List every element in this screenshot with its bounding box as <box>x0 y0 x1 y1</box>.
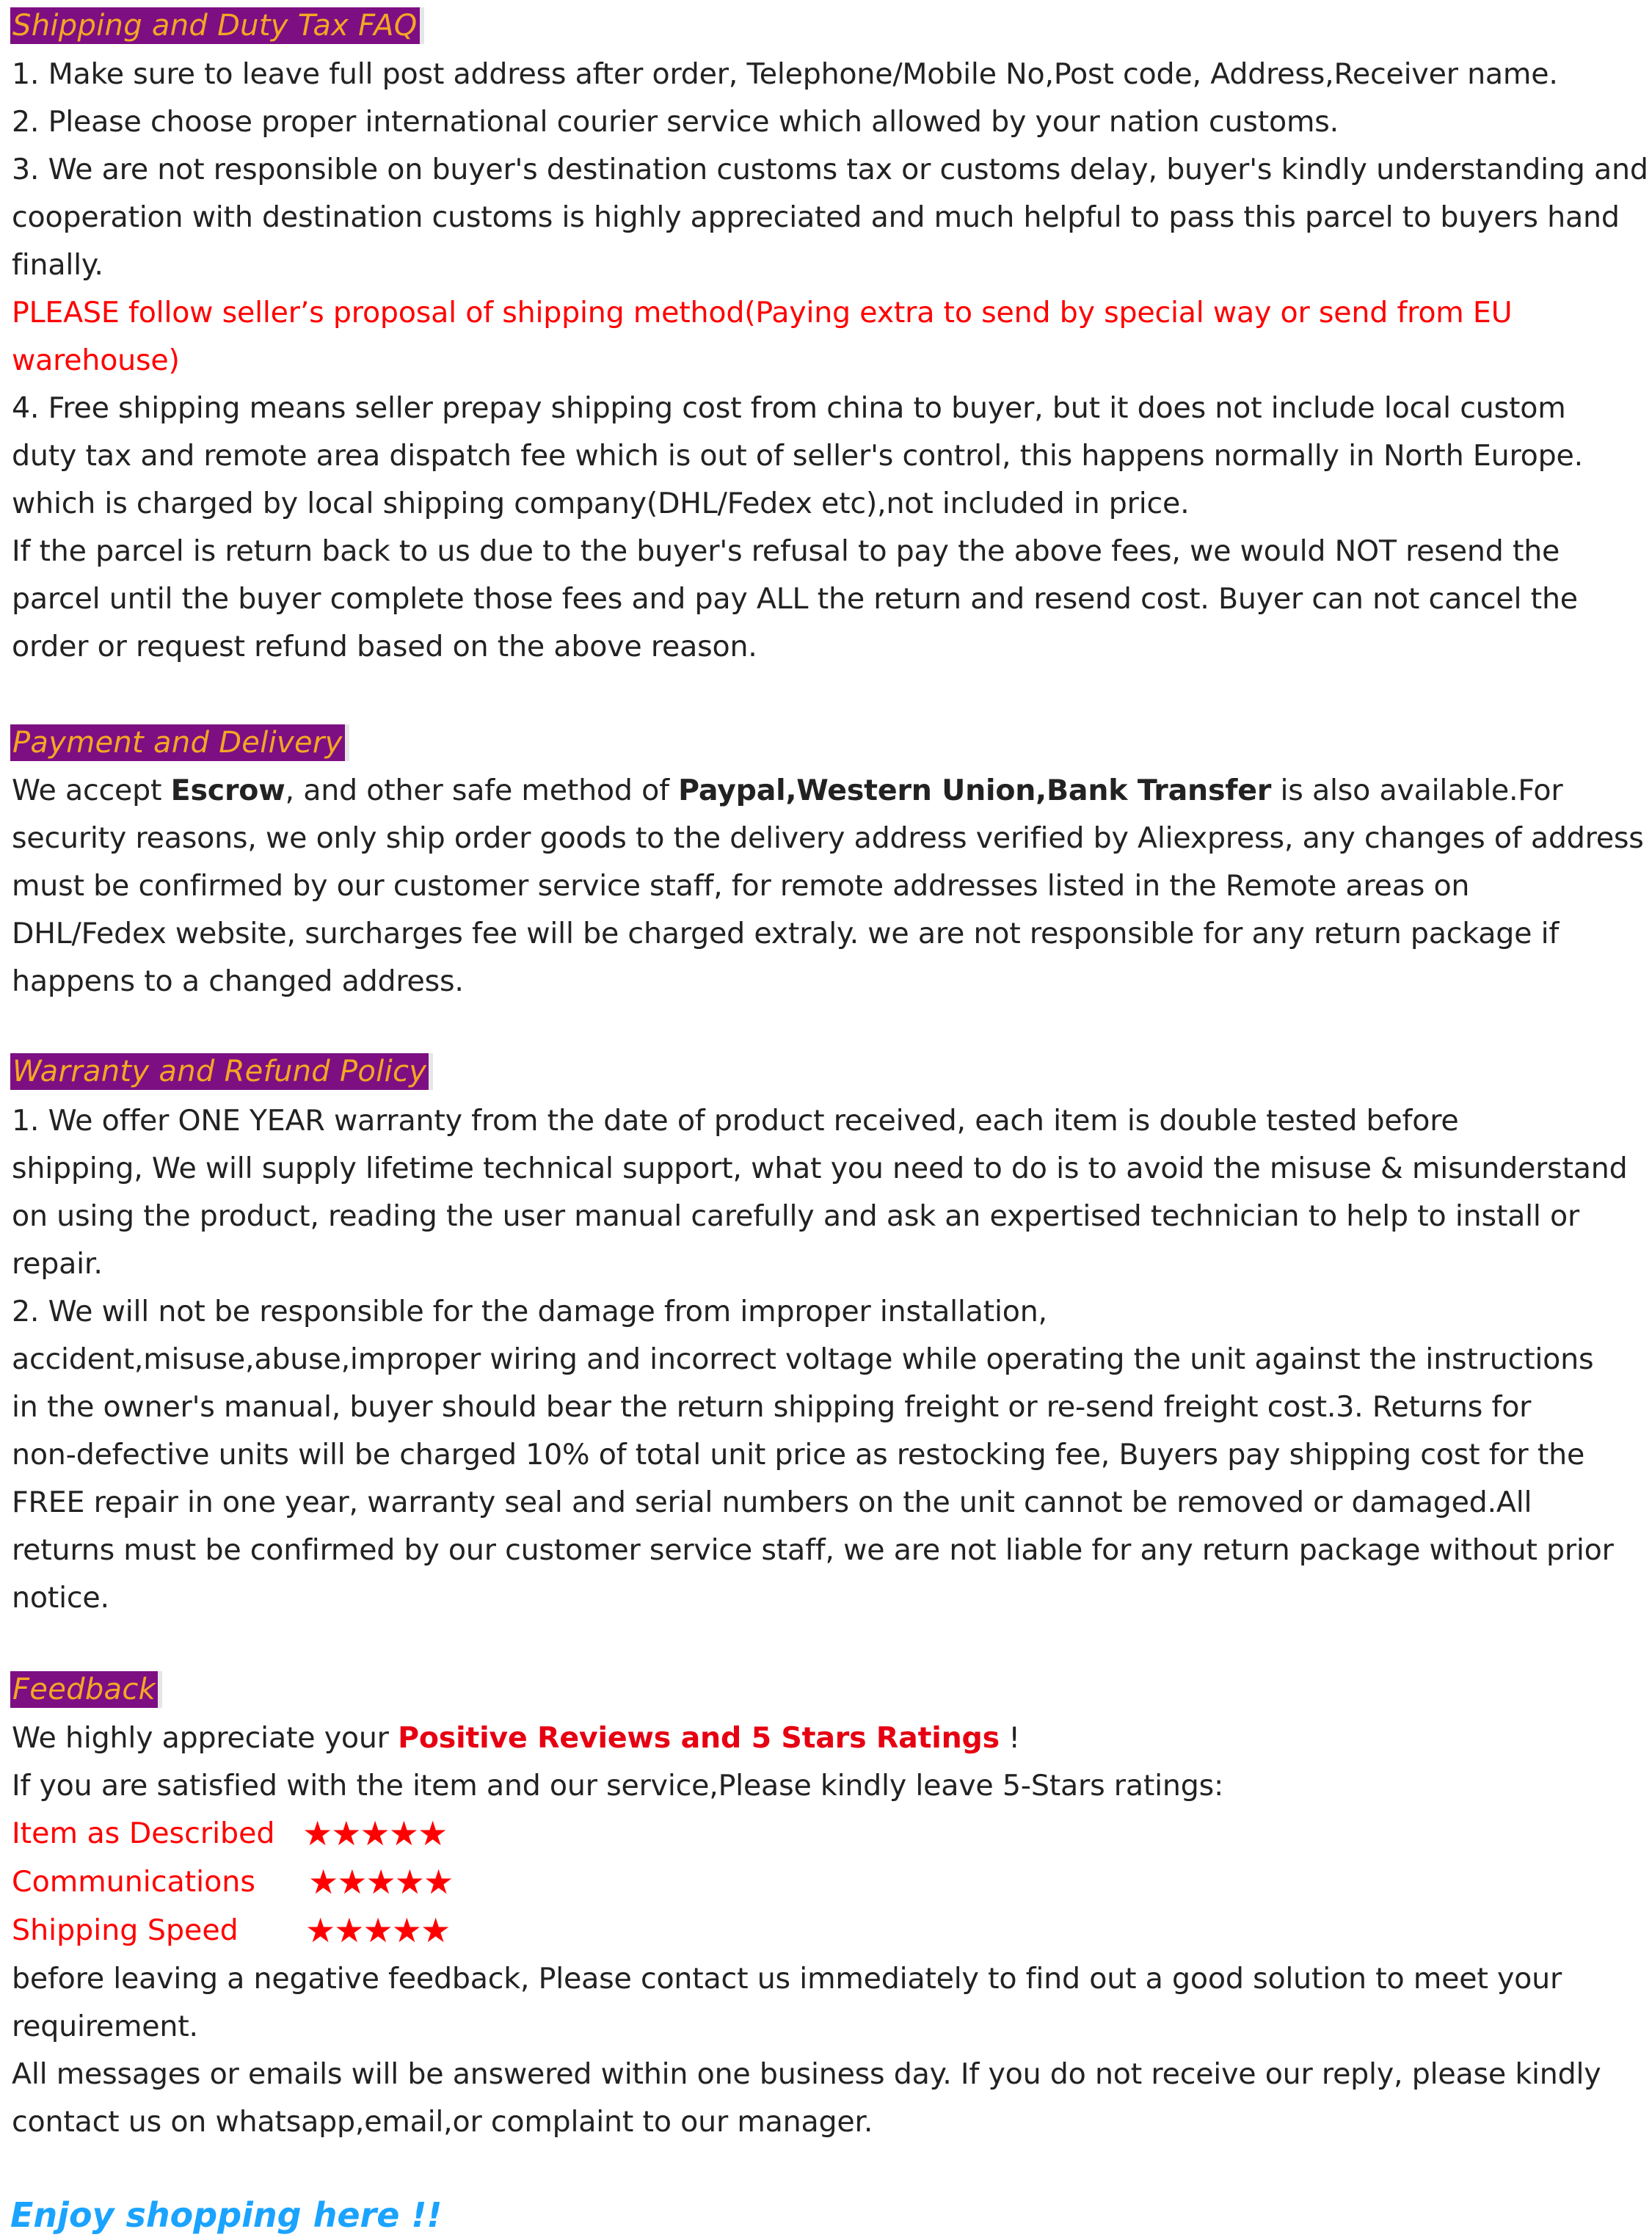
warranty-line-1: 1. We offer ONE YEAR warranty from the date of product received, each item is double tested before <box>12 1104 1459 1138</box>
shipping-notice-1: PLEASE follow seller’s proposal of shipping method(Paying extra to send by special way or send from EU <box>12 296 1513 330</box>
closing-message: Enjoy shopping here !! <box>10 2195 443 2235</box>
shipping-line-9: If the parcel is return back to us due to the buyer's refusal to pay the above fees, we would NOT resend the <box>12 534 1560 568</box>
feedback-line-1 <box>12 1720 1020 1756</box>
shipping-heading: Shipping and Duty Tax FAQ <box>10 7 420 44</box>
shipping-line-11: order or request refund based on the above reason. <box>12 630 757 663</box>
rating-stars-communications: ★★★★★ <box>308 1862 453 1902</box>
shipping-line-3: 3. We are not responsible on buyer's destination customs tax or customs delay, buyer's kindly understanding and <box>12 153 1648 186</box>
shipping-line-6: 4. Free shipping means seller prepay shipping cost from china to buyer, but it does not include local custom <box>12 391 1566 425</box>
shipping-line-10: parcel until the buyer complete those fees and pay ALL the return and resend cost. Buyer can not cancel the <box>12 582 1578 616</box>
payment-line-3: must be confirmed by our customer service staff, for remote addresses listed in the Remote areas on <box>12 869 1470 903</box>
feedback-line-2: If you are satisfied with the item and our service,Please kindly leave 5-Stars ratings: <box>12 1769 1224 1803</box>
feedback-line-5: All messages or emails will be answered within one business day. If you do not receive our reply, please kindly <box>12 2057 1601 2091</box>
feedback-line-6: contact us on whatsapp,email,or complaint to our manager. <box>12 2105 873 2139</box>
warranty-line-8: non-defective units will be charged 10% of total unit price as restocking fee, Buyers pay shipping cost for the <box>12 1438 1585 1472</box>
warranty-line-7: in the owner's manual, buyer should bear the return shipping freight or re-send freight cost.3. Returns for <box>12 1390 1532 1424</box>
shipping-notice-2: warehouse) <box>12 343 180 377</box>
feedback-line-3: before leaving a negative feedback, Please contact us immediately to find out a good solution to meet your <box>12 1962 1562 1996</box>
warranty-line-5: 2. We will not be responsible for the damage from improper installation, <box>12 1295 1047 1328</box>
feedback-text-b: ! <box>999 1721 1020 1755</box>
warranty-line-3: on using the product, reading the user manual carefully and ask an expertised technician to help to install or <box>12 1199 1580 1233</box>
warranty-line-10: returns must be confirmed by our customer service staff, we are not liable for any return package without prior <box>12 1533 1614 1567</box>
feedback-line-4: requirement. <box>12 2010 198 2043</box>
rating-label-communications: Communications <box>12 1865 255 1899</box>
rating-label-item: Item as Described <box>12 1817 275 1850</box>
payment-line-1 <box>12 773 1562 808</box>
feedback-text-a: We highly appreciate your <box>12 1721 399 1755</box>
shipping-line-2: 2. Please choose proper international courier service which allowed by your nation customs. <box>12 105 1339 139</box>
payment-text-b: , and other safe method of <box>285 774 679 807</box>
warranty-line-2: shipping, We will supply lifetime technical support, what you need to do is to avoid the misuse & misunderstand <box>12 1152 1628 1185</box>
payment-text-c: is also available.For <box>1271 774 1563 807</box>
shipping-line-5: finally. <box>12 248 103 282</box>
shipping-line-4: cooperation with destination customs is highly appreciated and much helpful to pass this parcel to buyers hand <box>12 200 1620 234</box>
rating-stars-shipping: ★★★★★ <box>305 1910 450 1950</box>
rating-stars-item: ★★★★★ <box>302 1814 447 1853</box>
warranty-line-11: notice. <box>12 1581 109 1615</box>
warranty-heading: Warranty and Refund Policy <box>10 1053 429 1090</box>
payment-line-2: security reasons, we only ship order goods to the delivery address verified by Aliexpress, any changes of address <box>12 821 1644 855</box>
payment-line-4: DHL/Fedex website, surcharges fee will be charged extraly. we are not responsible for any return package if <box>12 917 1560 950</box>
feedback-heading: Feedback <box>10 1671 158 1708</box>
shipping-line-7: duty tax and remote area dispatch fee which is out of seller's control, this happens normally in North Europe. <box>12 439 1583 473</box>
warranty-line-6: accident,misuse,abuse,improper wiring and incorrect voltage while operating the unit against the instructions <box>12 1342 1594 1376</box>
shipping-line-1: 1. Make sure to leave full post address after order, Telephone/Mobile No,Post code, Address,Receiver name. <box>12 57 1558 91</box>
warranty-line-9: FREE repair in one year, warranty seal and serial numbers on the unit cannot be removed or damaged.All <box>12 1486 1532 1519</box>
payment-heading: Payment and Delivery <box>10 724 345 761</box>
payment-methods: Paypal,Western Union,Bank Transfer <box>678 774 1272 807</box>
feedback-highlight: Positive Reviews and 5 Stars Ratings <box>398 1721 1000 1755</box>
payment-escrow: Escrow <box>170 774 285 807</box>
warranty-line-4: repair. <box>12 1247 103 1281</box>
rating-label-shipping: Shipping Speed <box>12 1913 239 1947</box>
payment-text-a: We accept <box>12 774 171 807</box>
payment-line-5: happens to a changed address. <box>12 964 464 998</box>
shipping-line-8: which is charged by local shipping company(DHL/Fedex etc),not included in price. <box>12 487 1190 520</box>
